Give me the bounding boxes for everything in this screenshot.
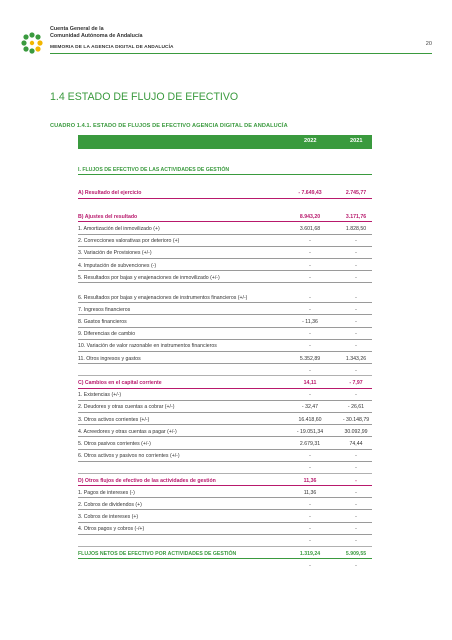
- value-2021: -: [355, 294, 357, 301]
- row-b-ajustes: [78, 210, 372, 222]
- spacer-row: [78, 462, 372, 474]
- table-row: [78, 413, 372, 425]
- row-label: B) Ajustes del resultado: [78, 213, 138, 220]
- value-2021: 5.909,55: [345, 550, 367, 557]
- row-c-capital-corriente: [78, 376, 372, 388]
- header-divider: [50, 53, 432, 54]
- row-label: A) Resultado del ejercicio: [78, 190, 142, 197]
- row-label: 3. Otros activos corrientes (+/-): [78, 416, 150, 423]
- value-2022: -: [309, 562, 311, 569]
- value-2021: - 7,97: [349, 380, 363, 386]
- row-a-resultado: [78, 187, 372, 199]
- value-2022: -: [309, 501, 311, 508]
- value-2021: -: [355, 465, 357, 472]
- table-row: [78, 315, 372, 327]
- table-row: [78, 259, 372, 271]
- table-row: [78, 389, 372, 401]
- table-row: [78, 523, 372, 535]
- row-label: I. FLUJOS DE EFECTIVO DE LAS ACTIVIDADES DE GESTIÓN: [78, 166, 230, 173]
- table-row: [78, 283, 372, 303]
- value-2021: -: [355, 392, 357, 399]
- trailing-row: [78, 559, 372, 570]
- value-2021: -: [355, 514, 357, 521]
- page-number: 20: [425, 41, 432, 47]
- row-label: 7. Ingresos financieros: [78, 306, 131, 313]
- table-row: [78, 303, 372, 315]
- row-label: 3. Variación de Provisiones (+/-): [78, 250, 152, 257]
- row-flujos-netos-total: [78, 547, 372, 559]
- cash-flow-table: [78, 135, 372, 570]
- value-2021: 30.092,99: [344, 428, 368, 435]
- section-i-heading: [78, 163, 372, 175]
- value-2022: -: [309, 514, 311, 521]
- table-row: [78, 247, 372, 259]
- cuadro-title: CUADRO 1.4.1. ESTADO DE FLUJOS DE EFECTIVO AGENCIA DIGITAL DE ANDALUCÍA: [50, 123, 288, 129]
- value-2021: 1.828,50: [345, 225, 367, 232]
- row-label: 4. Imputación de subvenciones (-): [78, 262, 157, 269]
- table-row: [78, 222, 372, 234]
- value-2022: 5.352,89: [299, 355, 321, 362]
- value-2021: -: [355, 306, 357, 313]
- table-row: [78, 425, 372, 437]
- row-label: D) Otros flujos de efectivo de las actividades de gestión: [78, 477, 216, 484]
- table-row: [78, 352, 372, 364]
- value-2022: -: [309, 343, 311, 350]
- table-row: [78, 498, 372, 510]
- value-2021: -: [355, 331, 357, 338]
- spacer-row: [78, 535, 372, 547]
- row-label: 1. Amortización del inmovilizado (+): [78, 225, 160, 232]
- section-title: 1.4 ESTADO DE FLUJO DE EFECTIVO: [50, 91, 239, 103]
- table-row: [78, 271, 372, 283]
- year-2021-header: 2021: [350, 138, 363, 144]
- value-2022: -: [309, 367, 311, 374]
- value-2022: -: [309, 538, 311, 545]
- value-2022: -: [309, 274, 311, 281]
- value-2021: -: [355, 538, 357, 545]
- organization-name: [50, 26, 142, 40]
- value-2022: - 11,36: [302, 319, 318, 326]
- value-2022: 2.679,31: [299, 440, 321, 447]
- value-2021: 2.745,77: [345, 190, 367, 197]
- row-label: 6. Otros activos y pasivos no corrientes (+/-): [78, 453, 180, 460]
- value-2021: -: [355, 238, 357, 245]
- org-line-1: Cuenta General de la: [50, 26, 104, 32]
- value-2022: -: [309, 238, 311, 245]
- row-label: 9. Diferencias de cambio: [78, 331, 136, 338]
- value-2022: -: [309, 392, 311, 399]
- memoria-title: MEMORIA DE LA AGENCIA DIGITAL DE ANDALUCÍA: [50, 45, 174, 50]
- value-2022: - 7.649,43: [298, 190, 322, 197]
- row-label: 5. Otros pasivos corrientes (+/-): [78, 440, 151, 447]
- value-2021: - 30.148,79: [342, 416, 370, 423]
- row-label: 4. Otros pagos y cobros (-/+): [78, 526, 145, 533]
- value-2022: -: [309, 465, 311, 472]
- table-row: [78, 510, 372, 522]
- table-row: [78, 401, 372, 413]
- row-d-otros-flujos: [78, 474, 372, 486]
- value-2021: -: [355, 489, 357, 496]
- value-2022: - 32,47: [301, 404, 319, 411]
- value-2021: 74,44: [349, 440, 363, 447]
- table-header: [78, 135, 372, 149]
- table-row: [78, 340, 372, 352]
- value-2022: 8.943,20: [299, 213, 321, 220]
- junta-andalucia-logo-icon: [20, 31, 46, 55]
- value-2021: -: [355, 274, 357, 281]
- page-header: [20, 26, 432, 66]
- row-label: 2. Deudores y otras cuentas a cobrar (+/-): [78, 404, 175, 411]
- value-2021: -: [355, 453, 357, 460]
- value-2022: -: [309, 526, 311, 533]
- value-2021: 1.343,26: [345, 355, 367, 362]
- value-2022: 16.418,60: [298, 416, 322, 423]
- value-2022: 11,36: [303, 489, 317, 496]
- row-label: 2. Correcciones valorativas por deterioro (+): [78, 238, 180, 245]
- row-label: 11. Otros ingresos y gastos: [78, 355, 141, 362]
- table-row: [78, 328, 372, 340]
- row-label: 10. Variación de valor razonable en instrumentos financieros: [78, 343, 217, 350]
- value-2022: -: [309, 294, 311, 301]
- value-2021: -: [355, 501, 357, 508]
- value-2022: 3.601,68: [299, 225, 321, 232]
- value-2021: -: [355, 343, 357, 350]
- row-label: 1. Existencias (+/-): [78, 392, 122, 399]
- row-label: 6. Resultados por bajas y enajenaciones de instrumentos financieros (+/-): [78, 294, 248, 301]
- row-label: 4. Acreedores y otras cuentas a pagar (+/-): [78, 428, 177, 435]
- value-2022: -: [309, 453, 311, 460]
- table-row: [78, 486, 372, 498]
- value-2021: - 26,61: [347, 404, 365, 411]
- value-2022: -: [309, 306, 311, 313]
- row-label: 2. Cobros de dividendos (+): [78, 501, 142, 508]
- value-2022: - 19.051,34: [296, 428, 324, 435]
- row-label: 5. Resultados por bajas y enajenaciones de inmovilizado (+/-): [78, 274, 220, 281]
- value-2022: -: [309, 250, 311, 257]
- row-label: 1. Pagos de intereses (-): [78, 489, 135, 496]
- table-row: [78, 450, 372, 462]
- value-2021: -: [355, 250, 357, 257]
- value-2022: 14,11: [303, 380, 317, 386]
- value-2022: -: [309, 262, 311, 269]
- value-2022: 1.319,24: [299, 550, 321, 557]
- year-2022-header: 2022: [304, 138, 317, 144]
- spacer-row: [78, 364, 372, 376]
- value-2021: -: [355, 262, 357, 269]
- row-label: 3. Cobros de intereses (+): [78, 514, 139, 521]
- value-2021: 3.171,76: [345, 213, 367, 220]
- value-2021: -: [355, 526, 357, 533]
- org-line-2: Comunidad Autónoma de Andalucía: [50, 32, 143, 39]
- row-label: C) Cambios en el capital corriente: [78, 380, 162, 386]
- table-row: [78, 437, 372, 449]
- value-2021: -: [355, 477, 357, 484]
- value-2022: -: [309, 331, 311, 338]
- row-label: FLUJOS NETOS DE EFECTIVO POR ACTIVIDADES DE GESTIÓN: [78, 550, 237, 557]
- row-label: 8. Gastos financieros: [78, 319, 127, 326]
- value-2021: -: [355, 562, 357, 569]
- value-2022: 11,36: [303, 477, 317, 484]
- value-2021: -: [355, 319, 357, 326]
- value-2021: -: [355, 367, 357, 374]
- table-row: [78, 235, 372, 247]
